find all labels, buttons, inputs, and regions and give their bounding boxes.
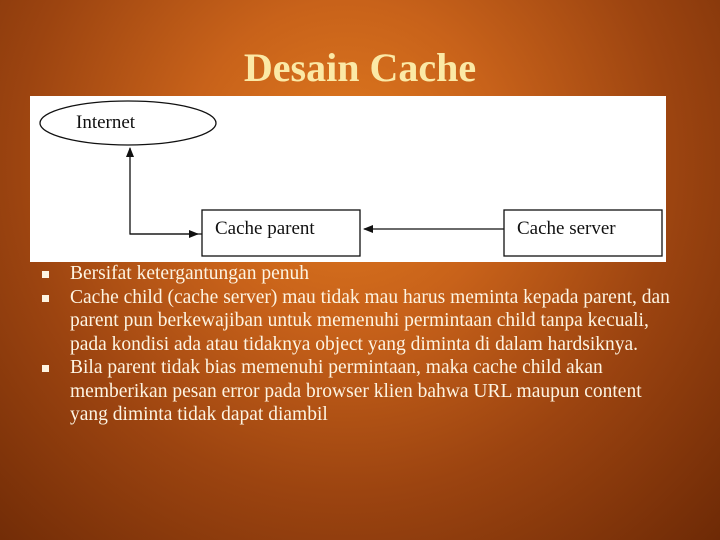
bullet-text: Cache child (cache server) mau tidak mau harus meminta kepada parent, dan parent pun berkewajiban untuk memenuhi permintaan child tanpa kecuali, pada kondisi ada atau tidaknya object yang diminta di dalam hardsiknya. bbox=[70, 286, 670, 355]
parent-to-internet-arrow bbox=[130, 148, 202, 234]
square-bullet-icon bbox=[42, 365, 49, 372]
bullet-item bbox=[42, 262, 682, 286]
square-bullet-icon bbox=[42, 295, 49, 302]
cache-server-label: Cache server bbox=[517, 218, 616, 239]
slide-title: Desain Cache bbox=[243, 45, 477, 90]
cache-parent-label: Cache parent bbox=[215, 218, 315, 239]
bullet-text: Bila parent tidak bias memenuhi permintaan, maka cache child akan memberikan pesan error pada browser klien bahwa URL maupun content yang diminta tidak dapat diambil bbox=[70, 357, 642, 425]
internet-label: Internet bbox=[76, 112, 136, 133]
bullet-item bbox=[42, 286, 682, 357]
square-bullet-icon bbox=[42, 271, 49, 278]
bullet-text: Bersifat ketergantungan penuh bbox=[70, 263, 309, 284]
cache-diagram bbox=[30, 96, 666, 262]
bullet-item bbox=[42, 356, 682, 427]
bullet-list bbox=[42, 262, 682, 427]
